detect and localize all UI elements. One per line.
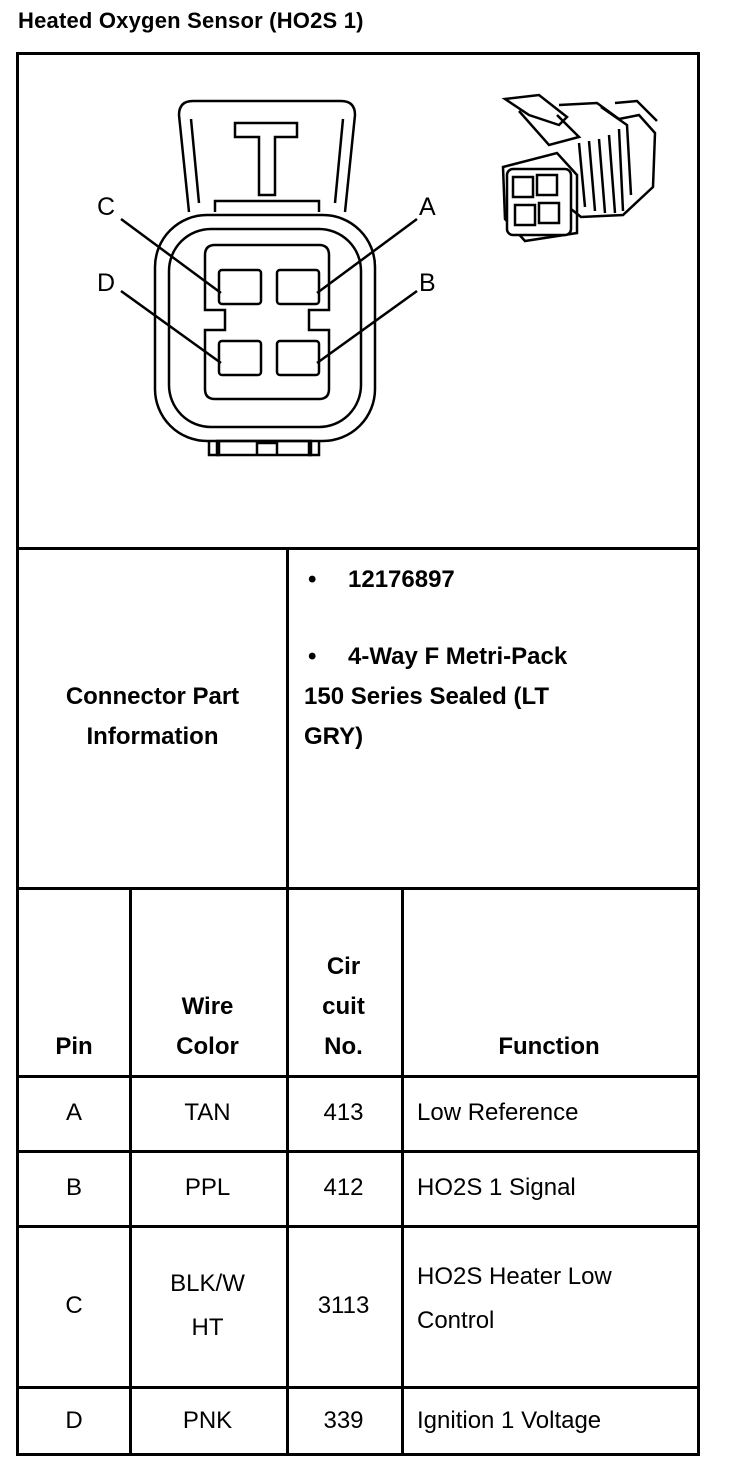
part-number-item: • 12176897 [304,560,694,600]
row-c-wire: BLK/W HT [170,1269,245,1341]
row-b-wire: PPL [184,1173,231,1201]
row-c-function: HO2S Heater Low Control [417,1262,612,1334]
row-d-wire: PNK [182,1407,233,1434]
pin-label-b: B [419,269,436,297]
header-function: Function [498,1033,600,1060]
row-a-function: Low Reference [417,1098,579,1126]
page-title: Heated Oxygen Sensor (HO2S 1) [18,8,364,33]
part-info-details: • 12176897 • 4-Way F Metri-Pack 150 Series Sealed (LT GRY) [304,560,694,757]
connector-table [16,52,700,1456]
connector-face-diagram [19,55,697,545]
row-b-pin: B [65,1173,82,1201]
row-d-circuit: 339 [323,1407,364,1434]
part-description-item: • 4-Way F Metri-Pack [308,643,568,670]
header-circuit-no: Cir cuit No. [322,953,365,1060]
header-pin: Pin [55,1033,93,1060]
row-c-pin: C [65,1291,83,1319]
row-a-pin: A [65,1098,82,1126]
row-b-function: HO2S 1 Signal [417,1173,576,1201]
row-c-circuit: 3113 [317,1291,370,1319]
row-b-circuit: 412 [323,1173,364,1201]
row-d-function: Ignition 1 Voltage [417,1407,602,1434]
part-info-label: Connector Part Information [65,683,240,750]
pin-label-d: D [97,269,116,297]
header-wire-color: Wire Color [176,993,239,1060]
row-a-circuit: 413 [323,1098,364,1126]
row-a-wire: TAN [184,1098,231,1126]
part-number: 12176897 [348,566,455,593]
row-d-pin: D [65,1407,83,1434]
pin-label-c: C [97,193,116,221]
pin-label-a: A [419,193,436,221]
connector-isometric-view [503,95,657,241]
